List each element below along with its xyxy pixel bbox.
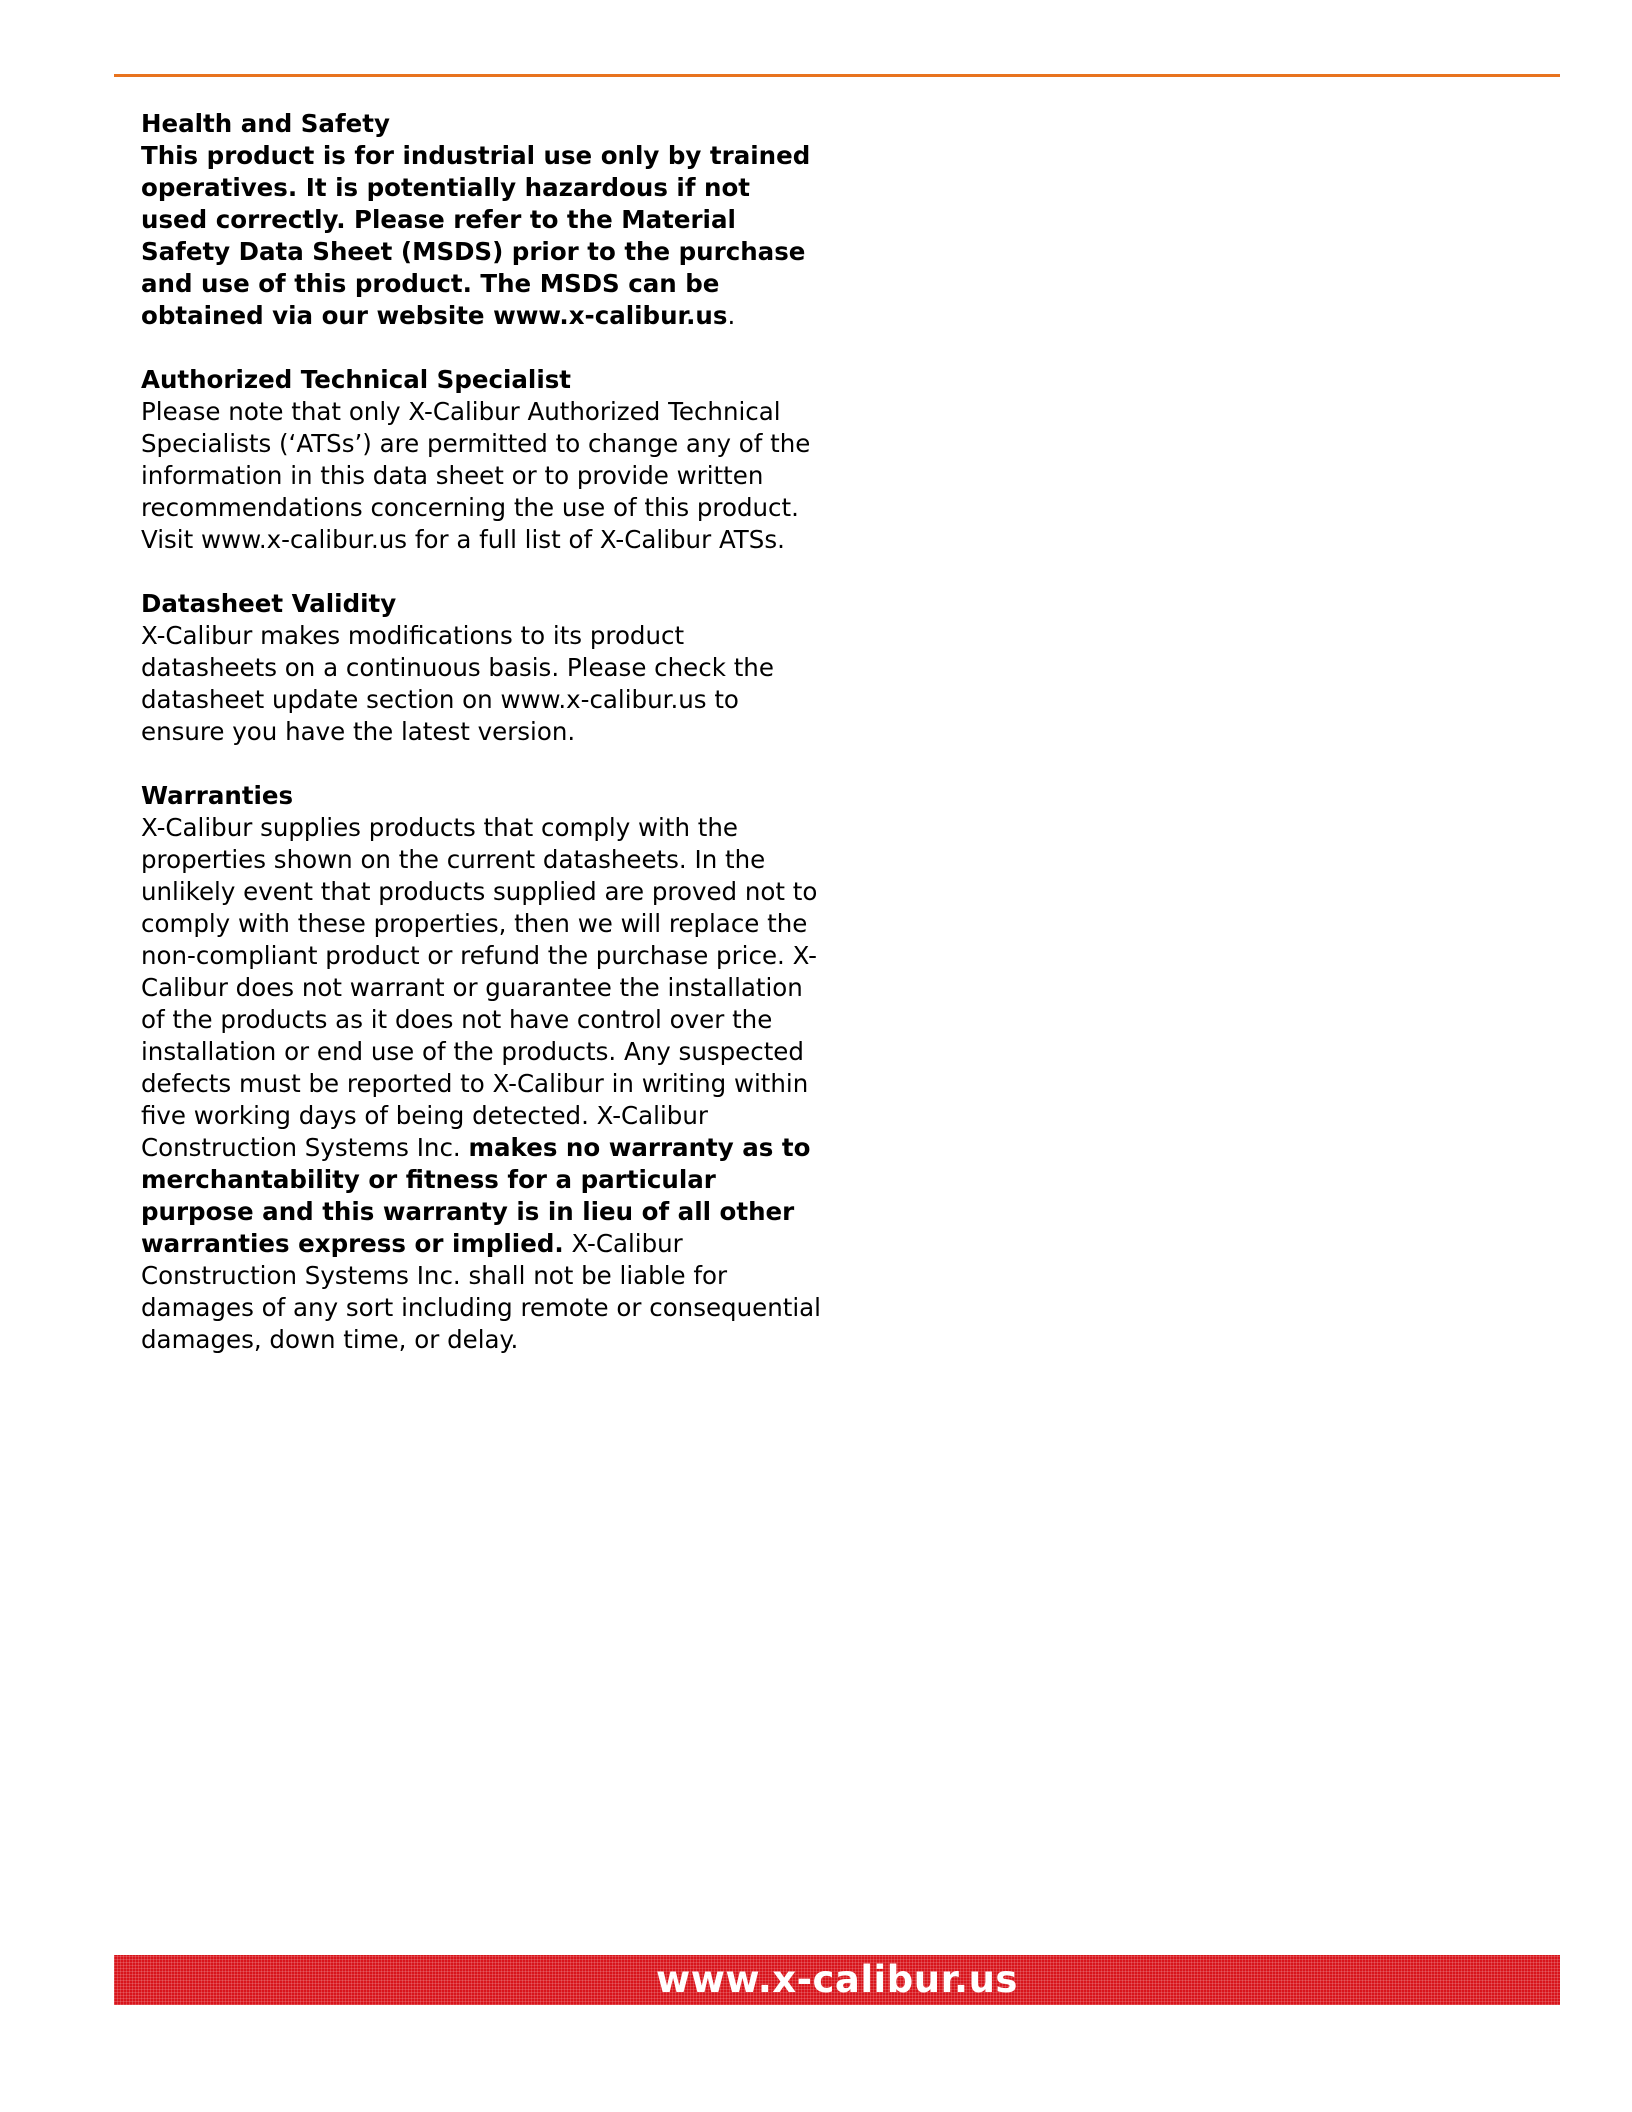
- health-safety-section: [141, 108, 821, 332]
- document-body: [141, 108, 821, 1388]
- warranties-text-part1: X-Calibur supplies products that comply with the properties shown on the current datasheets. In the unlikely event that products supplied are proved not to comply with these properties, then we will replace the non-compliant product or refund the purchase price. X-Calibur does not warrant or guarantee the installation of the products as it does not have control over the installation or end use of the products. Any suspected defects must be reported to X-Calibur in writing within five working days of being detected. X-Calibur Construction Systems Inc.: [141, 813, 818, 1162]
- footer-url: www.x-calibur.us: [656, 1958, 1018, 2001]
- warranties-bold-text: makes no warranty as to merchantability or fitness for a particular purpose and this warranty is in lieu of all other warranties express or implied.: [141, 1133, 811, 1258]
- ats-text: Please note that only X-Calibur Authorized Technical Specialists (‘ATSs’) are permitted to change any of the information in this data sheet or to provide written recommendations concerning the use of this product. Visit www.x-calibur.us for a full list of X-Calibur ATSs.: [141, 397, 811, 554]
- warranties-text-part2: X-Calibur Construction Systems Inc. shall not be liable for damages of any sort including remote or consequential damages, down time, or delay.: [141, 1229, 821, 1354]
- ats-heading: Authorized Technical Specialist: [141, 365, 572, 394]
- warranties-section: [141, 780, 821, 1356]
- header-rule: [114, 74, 1560, 77]
- warranties-text: [141, 812, 821, 1356]
- warranties-heading: Warranties: [141, 781, 294, 810]
- validity-heading: Datasheet Validity: [141, 589, 397, 618]
- health-safety-text-end: .: [727, 301, 736, 330]
- health-safety-text: [141, 140, 821, 332]
- health-safety-bold-text: This product is for industrial use only by trained operatives. It is potentially hazardous if not used correctly. Please refer to the Material Safety Data Sheet (MSDS) prior to the purchase and use of this product. The MSDS can be obtained via our website www.x-calibur.us: [141, 141, 811, 330]
- validity-text: X-Calibur makes modifications to its product datasheets on a continuous basis. Please check the datasheet update section on www.x-calibur.us to ensure you have the latest version.: [141, 621, 774, 746]
- health-safety-heading: Health and Safety: [141, 109, 390, 138]
- validity-section: [141, 588, 821, 748]
- footer-band: [114, 1955, 1560, 2005]
- ats-section: [141, 364, 821, 556]
